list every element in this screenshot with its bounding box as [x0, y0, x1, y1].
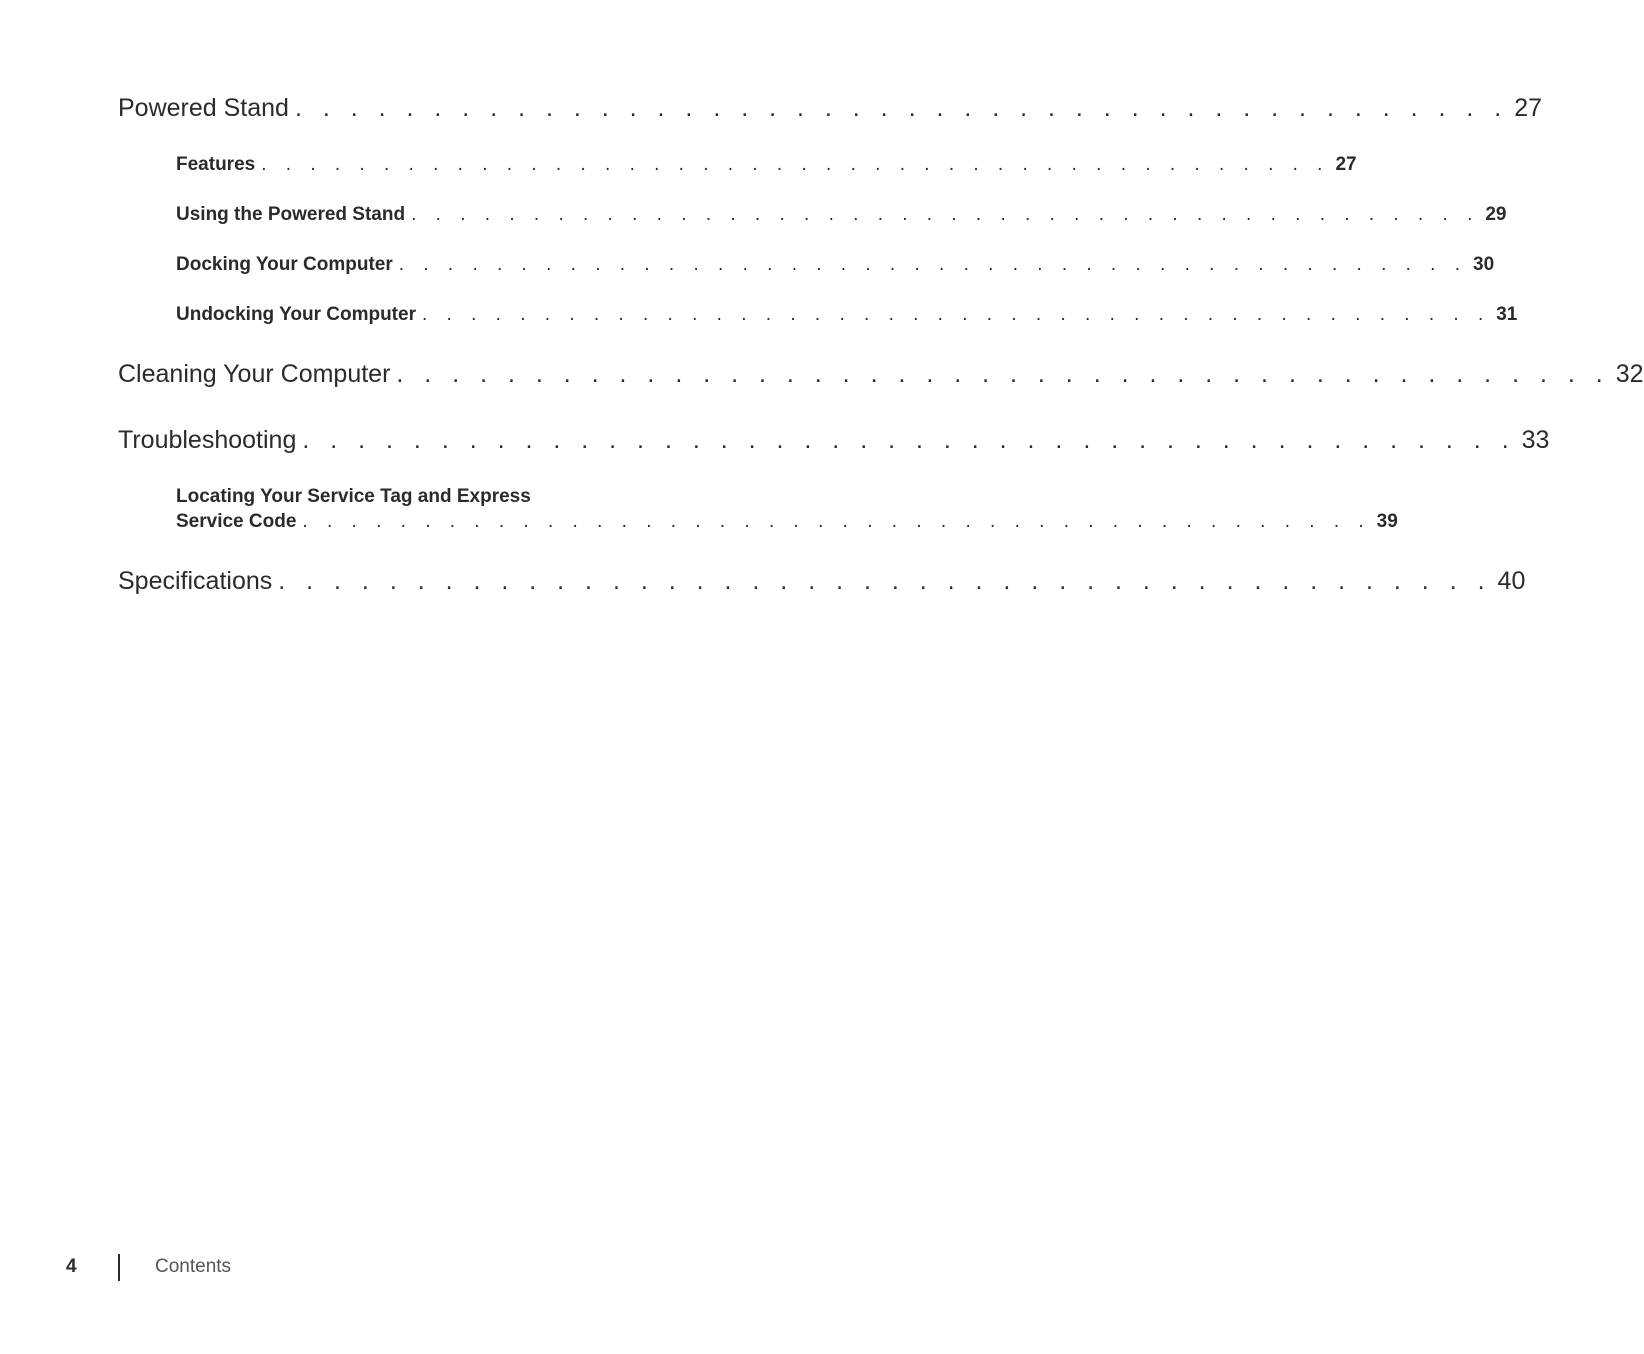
toc-entry-title: Powered Stand: [118, 94, 289, 122]
toc-entry-title-line2: Service Code: [176, 511, 297, 532]
toc-entry-undocking-your-computer[interactable]: [176, 304, 1518, 326]
dot-leader: . . . . . . . . . . . . . . . . . . . . . . . . . . . . . . . . . . . . . . . . . . . .: [396, 360, 1610, 388]
toc-entry-page: 40: [1497, 567, 1526, 595]
toc-entry-title: Specifications: [118, 567, 273, 595]
toc-entry-page: 27: [1514, 94, 1543, 122]
toc-entry-features[interactable]: [176, 154, 1357, 176]
toc-entry-title: Features: [176, 154, 256, 175]
dot-leader: . . . . . . . . . . . . . . . . . . . . . . . . . . . . . . . . . . . . . . . . . . . .: [421, 304, 1491, 325]
toc-entry-page: 32: [1615, 360, 1644, 388]
toc-entry-powered-stand[interactable]: [118, 94, 1543, 123]
toc-entry-title: Using the Powered Stand: [176, 204, 406, 225]
toc-entry-page: 33: [1521, 426, 1550, 454]
toc-entry-specifications[interactable]: [118, 567, 1526, 596]
toc-entry-troubleshooting[interactable]: [118, 426, 1550, 455]
toc-entry-title: Troubleshooting: [118, 426, 297, 454]
dot-leader: . . . . . . . . . . . . . . . . . . . . . . . . . . . . . . . . . . . . . . . . . . . .: [261, 154, 1330, 175]
footer-page-number: 4: [66, 1256, 77, 1277]
footer-section-label: Contents: [155, 1256, 232, 1277]
footer-divider: [118, 1254, 120, 1281]
dot-leader: . . . . . . . . . . . . . . . . . . . . . . . . . . . . . . . . . . . . . . . . . . . .: [278, 567, 1492, 595]
toc-entry-title: Docking Your Computer: [176, 254, 393, 275]
dot-leader: . . . . . . . . . . . . . . . . . . . . . . . . . . . . . . . . . . . . . . . . . . . .: [302, 426, 1516, 454]
toc-entry-title: Undocking Your Computer: [176, 304, 416, 325]
toc-entry-page: 39: [1376, 511, 1398, 532]
toc-entry-locating-service-tag[interactable]: [176, 511, 1398, 533]
toc-entry-page: 30: [1473, 254, 1495, 275]
toc-entry-title: Cleaning Your Computer: [118, 360, 391, 388]
toc-entry-docking-your-computer[interactable]: [176, 254, 1495, 276]
dot-leader: . . . . . . . . . . . . . . . . . . . . . . . . . . . . . . . . . . . . . . . . . . . .: [398, 254, 1468, 275]
toc-entry-page: 31: [1496, 304, 1518, 325]
toc-entry-page: 29: [1485, 204, 1507, 225]
dot-leader: . . . . . . . . . . . . . . . . . . . . . . . . . . . . . . . . . . . . . . . . . . . .: [294, 94, 1509, 122]
toc-entry-page: 27: [1335, 154, 1357, 175]
dot-leader: . . . . . . . . . . . . . . . . . . . . . . . . . . . . . . . . . . . . . . . . . . . .: [411, 204, 1480, 225]
toc-entry-cleaning-your-computer[interactable]: [118, 360, 1644, 389]
dot-leader: . . . . . . . . . . . . . . . . . . . . . . . . . . . . . . . . . . . . . . . . . . . .: [302, 511, 1371, 532]
toc-entry-using-the-powered-stand[interactable]: [176, 204, 1507, 226]
toc-entry-title-line1[interactable]: Locating Your Service Tag and Express: [176, 486, 531, 507]
